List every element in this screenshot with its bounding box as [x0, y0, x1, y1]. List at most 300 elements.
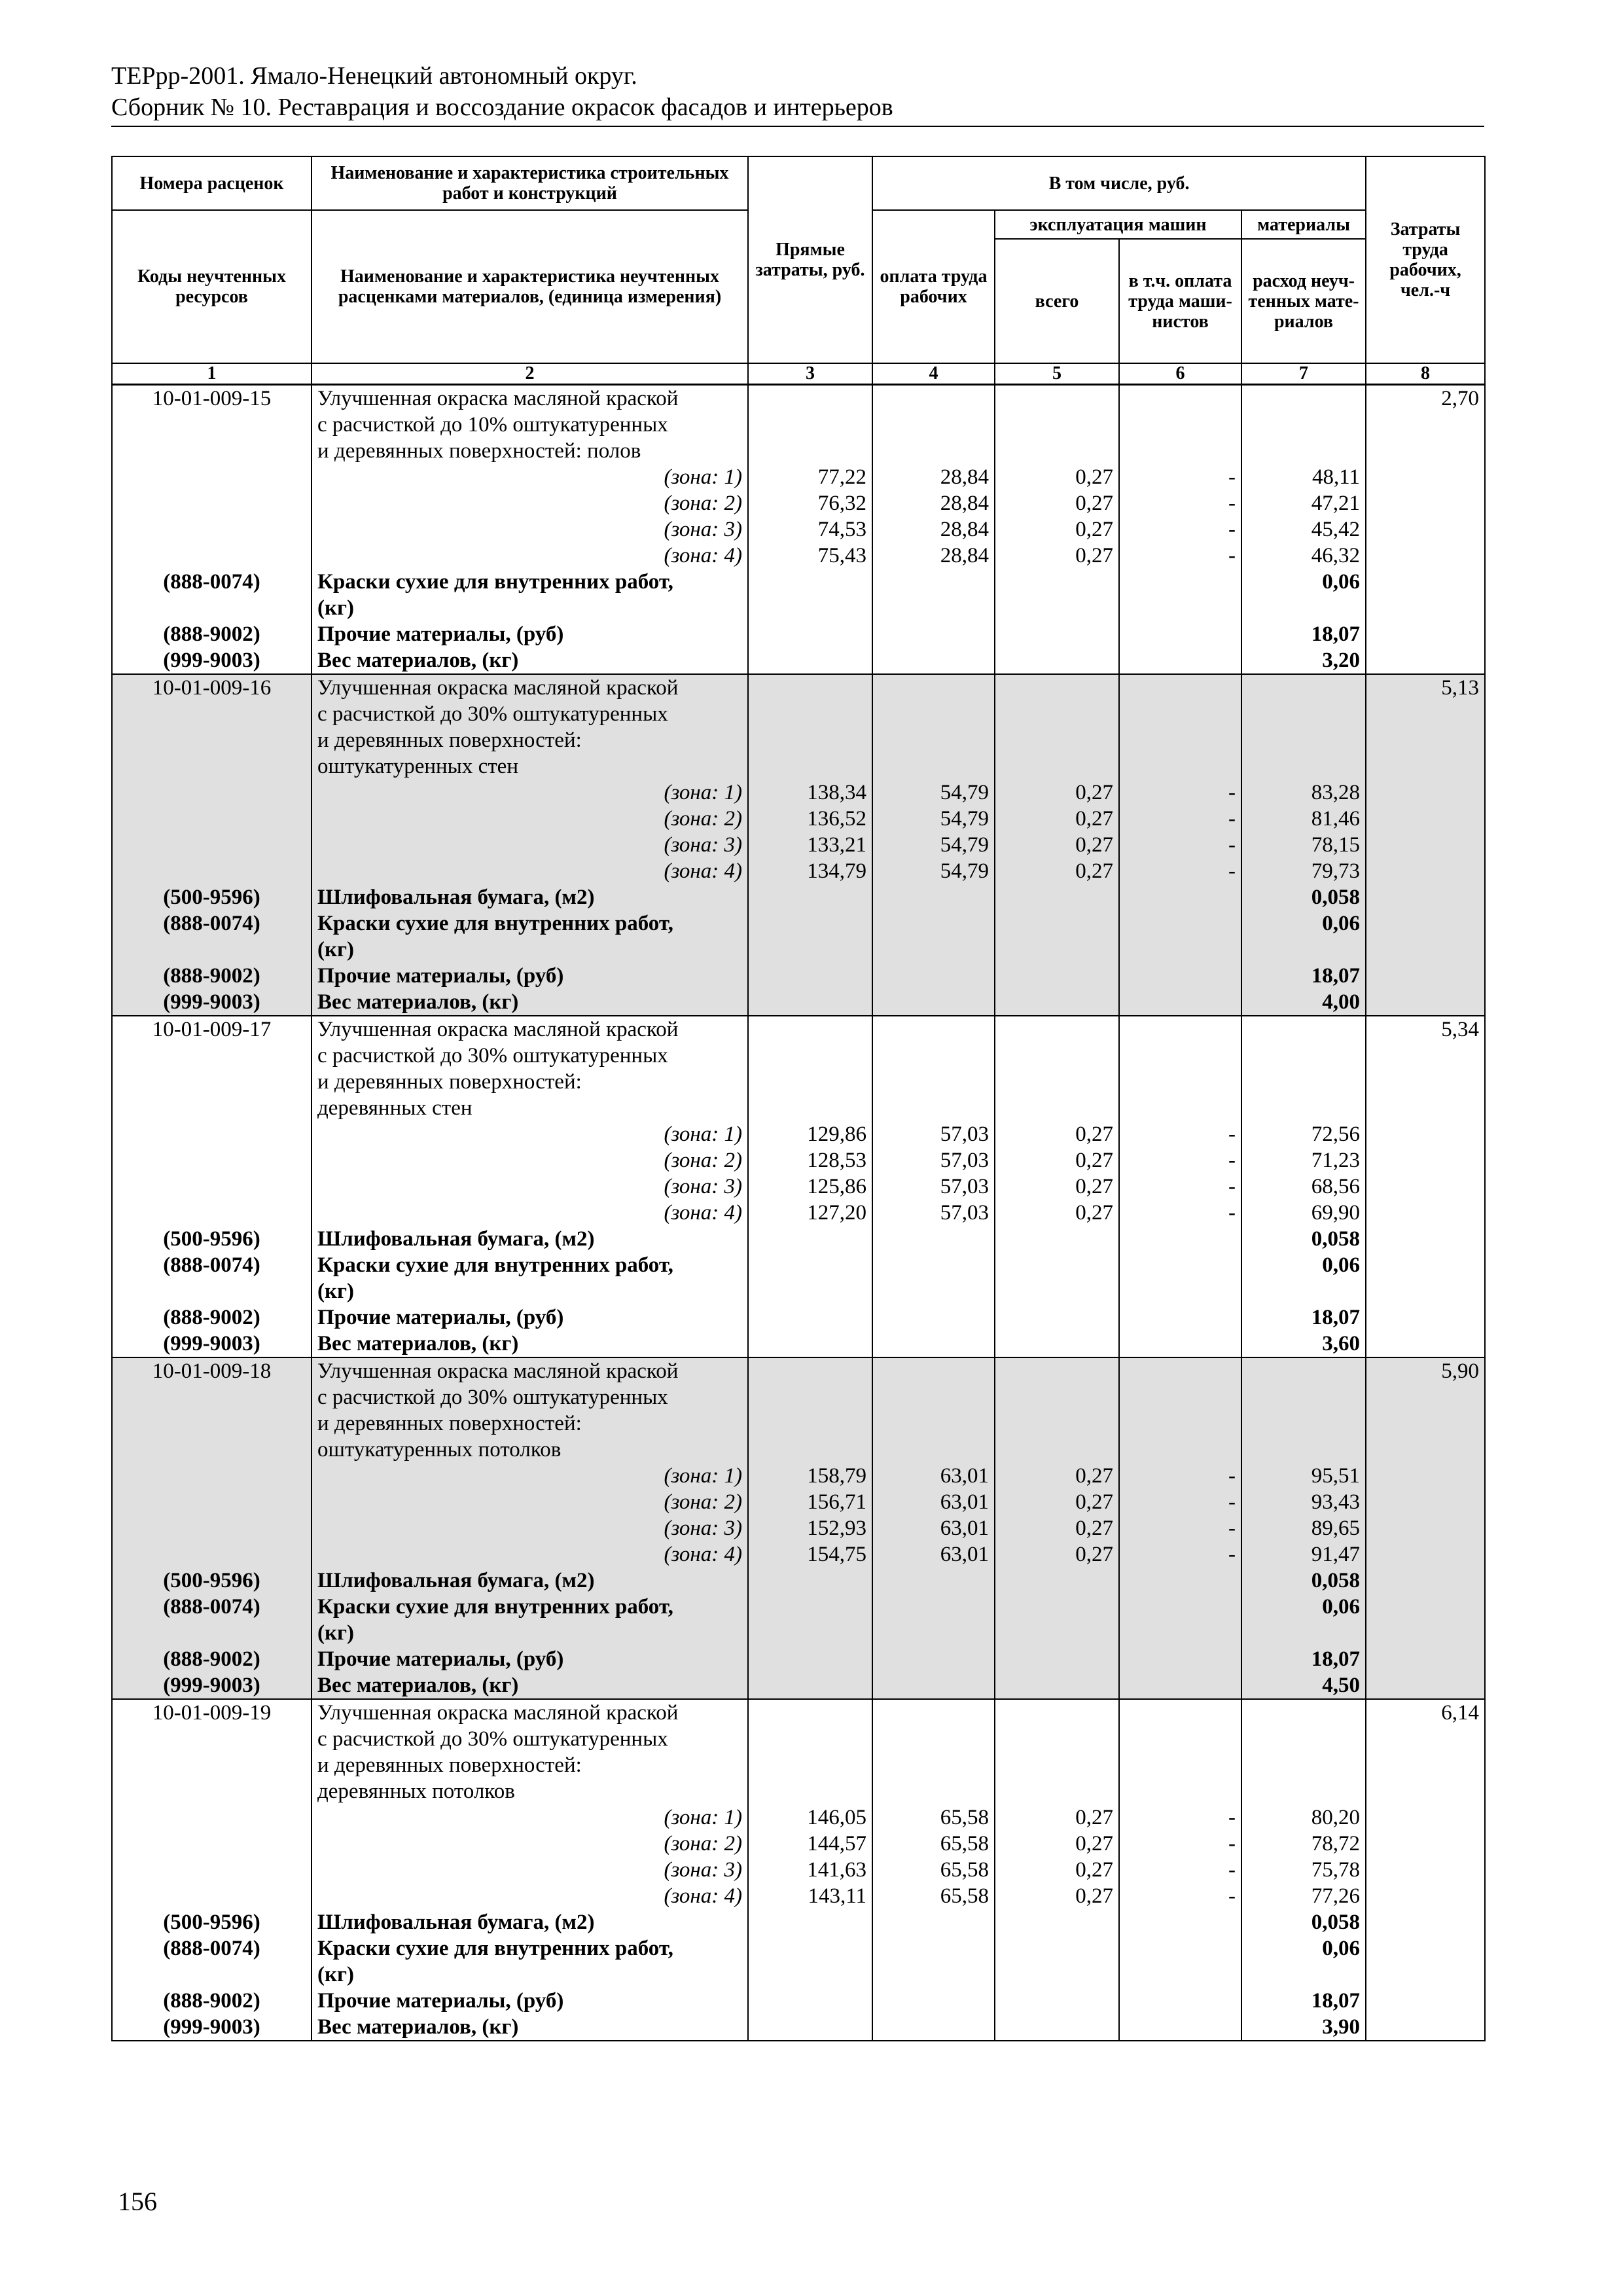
materials-cost: 46,32 [1241, 543, 1366, 569]
resource-row [112, 647, 1485, 674]
empty-cell [872, 1935, 995, 1962]
empty-cell [112, 543, 312, 569]
rate-title-line: с расчисткой до 30% оштукатуренных [312, 1384, 748, 1410]
direct-costs: 129,86 [748, 1121, 872, 1147]
empty-cell [1366, 1489, 1485, 1515]
empty-cell [872, 1095, 995, 1121]
empty-cell [995, 1935, 1119, 1962]
empty-cell [872, 701, 995, 727]
empty-cell [995, 1069, 1119, 1095]
resource-name: Шлифовальная бумага, (м2) [312, 1226, 748, 1252]
empty-cell [1119, 1962, 1241, 1988]
empty-cell [995, 1726, 1119, 1752]
rate-title-row [112, 1384, 1485, 1410]
empty-cell [748, 1594, 872, 1620]
rate-title-row [112, 1699, 1485, 1726]
header-rate-numbers: Номера расценок [112, 156, 312, 210]
rate-section [112, 1699, 1485, 2041]
zone-label: (зона: 1) [312, 780, 748, 806]
empty-cell [1119, 1304, 1241, 1331]
labor-costs [1366, 1437, 1485, 1463]
materials-cost: 75,78 [1241, 1857, 1366, 1883]
empty-cell [1241, 1962, 1366, 1988]
empty-cell [995, 1410, 1119, 1437]
empty-cell [1119, 1252, 1241, 1278]
materials-cost: 78,15 [1241, 832, 1366, 858]
labor-pay: 65,58 [872, 1804, 995, 1831]
labor-pay: 54,79 [872, 858, 995, 884]
resource-consumption: 0,058 [1241, 884, 1366, 910]
rate-title-line: с расчисткой до 30% оштукатуренных [312, 701, 748, 727]
resource-row [112, 1226, 1485, 1252]
empty-cell [995, 1278, 1119, 1304]
resource-unit: (кг) [312, 1278, 748, 1304]
zone-row [112, 832, 1485, 858]
rate-title-row [112, 1437, 1485, 1463]
rate-code [112, 438, 312, 464]
column-number: 1 [112, 363, 312, 385]
labor-pay: 54,79 [872, 806, 995, 832]
resource-row [112, 963, 1485, 989]
empty-cell [1366, 621, 1485, 647]
empty-cell [1119, 1568, 1241, 1594]
zone-label: (зона: 4) [312, 858, 748, 884]
empty-cell [872, 1726, 995, 1752]
empty-cell [872, 727, 995, 753]
resource-consumption: 18,07 [1241, 621, 1366, 647]
rate-code: 10-01-009-18 [112, 1357, 312, 1384]
zone-row [112, 780, 1485, 806]
empty-cell [995, 1988, 1119, 2014]
labor-pay: 28,84 [872, 516, 995, 543]
resource-unit: (кг) [312, 1962, 748, 1988]
empty-cell [748, 1384, 872, 1410]
resource-row [112, 989, 1485, 1016]
machinists-pay: - [1119, 780, 1241, 806]
labor-pay: 57,03 [872, 1121, 995, 1147]
machines-total: 0,27 [995, 1804, 1119, 1831]
resource-consumption: 0,058 [1241, 1568, 1366, 1594]
empty-cell [1119, 1095, 1241, 1121]
direct-costs: 74,53 [748, 516, 872, 543]
direct-costs: 75,43 [748, 543, 872, 569]
empty-cell [1119, 1646, 1241, 1672]
empty-cell [1119, 701, 1241, 727]
resource-name: Вес материалов, (кг) [312, 2014, 748, 2041]
machines-total: 0,27 [995, 832, 1119, 858]
rate-title-line: и деревянных поверхностей: [312, 1069, 748, 1095]
rate-code: 10-01-009-17 [112, 1016, 312, 1043]
empty-cell [995, 647, 1119, 674]
rate-title-line: оштукатуренных стен [312, 753, 748, 780]
zone-row [112, 516, 1485, 543]
empty-cell [872, 1962, 995, 1988]
rate-code [112, 1778, 312, 1804]
document-title: ТЕРрр-2001. Ямало-Ненецкий автономный округ. [111, 62, 637, 90]
empty-cell [1119, 438, 1241, 464]
empty-cell [872, 1988, 995, 2014]
rate-title-line: деревянных потолков [312, 1778, 748, 1804]
rate-title-row [112, 674, 1485, 701]
empty-cell [995, 937, 1119, 963]
empty-cell [1119, 1909, 1241, 1935]
resource-code: (999-9003) [112, 989, 312, 1016]
empty-cell [748, 385, 872, 412]
resource-row-continued [112, 595, 1485, 621]
empty-cell [872, 1410, 995, 1437]
rate-title-row [112, 1778, 1485, 1804]
empty-cell [112, 1620, 312, 1646]
resource-row [112, 1988, 1485, 2014]
empty-cell [1366, 1463, 1485, 1489]
machinists-pay: - [1119, 1121, 1241, 1147]
empty-cell [1119, 1726, 1241, 1752]
rate-code: 10-01-009-19 [112, 1699, 312, 1726]
resource-name: Краски сухие для внутренних работ, [312, 1935, 748, 1962]
empty-cell [872, 937, 995, 963]
rate-title-row [112, 1016, 1485, 1043]
empty-cell [1119, 595, 1241, 621]
empty-cell [1119, 1043, 1241, 1069]
empty-cell [748, 1620, 872, 1646]
empty-cell [1241, 1384, 1366, 1410]
zone-row [112, 490, 1485, 516]
empty-cell [872, 621, 995, 647]
resource-row [112, 1672, 1485, 1699]
rate-title-line: Улучшенная окраска масляной краской [312, 1699, 748, 1726]
labor-costs: 5,34 [1366, 1016, 1485, 1043]
materials-cost: 47,21 [1241, 490, 1366, 516]
zone-label: (зона: 1) [312, 1804, 748, 1831]
empty-cell [1366, 832, 1485, 858]
empty-cell [112, 1121, 312, 1147]
rate-code [112, 1437, 312, 1463]
empty-cell [1119, 1016, 1241, 1043]
resource-name: Краски сухие для внутренних работ, [312, 1594, 748, 1620]
empty-cell [112, 1489, 312, 1515]
empty-cell [995, 1095, 1119, 1121]
empty-cell [995, 569, 1119, 595]
resource-code: (999-9003) [112, 1672, 312, 1699]
resource-row [112, 1331, 1485, 1357]
machines-total: 0,27 [995, 464, 1119, 490]
empty-cell [1366, 647, 1485, 674]
zone-label: (зона: 1) [312, 1463, 748, 1489]
resource-code: (999-9003) [112, 647, 312, 674]
labor-pay: 28,84 [872, 464, 995, 490]
rate-title-row [112, 753, 1485, 780]
empty-cell [112, 1147, 312, 1174]
empty-cell [995, 1620, 1119, 1646]
zone-label: (зона: 3) [312, 1174, 748, 1200]
empty-cell [1119, 647, 1241, 674]
empty-cell [1241, 1357, 1366, 1384]
empty-cell [1119, 412, 1241, 438]
materials-cost: 69,90 [1241, 1200, 1366, 1226]
rate-title-line: и деревянных поверхностей: полов [312, 438, 748, 464]
resource-code: (500-9596) [112, 1909, 312, 1935]
machines-total: 0,27 [995, 1489, 1119, 1515]
empty-cell [1241, 1410, 1366, 1437]
empty-cell [1119, 1699, 1241, 1726]
empty-cell [872, 1016, 995, 1043]
machines-total: 0,27 [995, 543, 1119, 569]
labor-costs: 5,13 [1366, 674, 1485, 701]
resource-code: (888-0074) [112, 1252, 312, 1278]
resource-consumption: 4,00 [1241, 989, 1366, 1016]
resource-row [112, 910, 1485, 937]
empty-cell [995, 1778, 1119, 1804]
direct-costs: 134,79 [748, 858, 872, 884]
empty-cell [1119, 989, 1241, 1016]
machinists-pay: - [1119, 543, 1241, 569]
rate-title-row [112, 412, 1485, 438]
resource-row [112, 2014, 1485, 2041]
rate-title-line: с расчисткой до 30% оштукатуренных [312, 1043, 748, 1069]
empty-cell [112, 1174, 312, 1200]
labor-costs [1366, 753, 1485, 780]
empty-cell [112, 1515, 312, 1541]
empty-cell [995, 1646, 1119, 1672]
empty-cell [748, 595, 872, 621]
resource-consumption: 0,06 [1241, 910, 1366, 937]
empty-cell [1366, 1278, 1485, 1304]
labor-pay: 57,03 [872, 1147, 995, 1174]
empty-cell [1366, 1147, 1485, 1174]
rate-title-line: и деревянных поверхностей: [312, 1752, 748, 1778]
resource-consumption: 3,90 [1241, 2014, 1366, 2041]
empty-cell [748, 674, 872, 701]
labor-pay: 65,58 [872, 1831, 995, 1857]
machinists-pay: - [1119, 1541, 1241, 1568]
empty-cell [872, 1357, 995, 1384]
empty-cell [995, 1568, 1119, 1594]
empty-cell [1241, 753, 1366, 780]
empty-cell [872, 1778, 995, 1804]
empty-cell [1241, 1278, 1366, 1304]
empty-cell [112, 595, 312, 621]
zone-row [112, 543, 1485, 569]
resource-name: Вес материалов, (кг) [312, 989, 748, 1016]
zone-label: (зона: 4) [312, 543, 748, 569]
header-materials: материалы [1241, 210, 1366, 239]
empty-cell [112, 1541, 312, 1568]
direct-costs: 127,20 [748, 1200, 872, 1226]
rate-code [112, 1069, 312, 1095]
resource-name: Шлифовальная бумага, (м2) [312, 1909, 748, 1935]
rate-section [112, 1357, 1485, 1699]
labor-costs [1366, 1410, 1485, 1437]
zone-row [112, 1174, 1485, 1200]
empty-cell [748, 412, 872, 438]
zone-label: (зона: 4) [312, 1200, 748, 1226]
rate-title-line: Улучшенная окраска масляной краской [312, 1357, 748, 1384]
empty-cell [1241, 701, 1366, 727]
empty-cell [1366, 1200, 1485, 1226]
direct-costs: 76,32 [748, 490, 872, 516]
empty-cell [748, 438, 872, 464]
machinists-pay: - [1119, 1515, 1241, 1541]
empty-cell [1241, 385, 1366, 412]
empty-cell [748, 1304, 872, 1331]
column-number: 6 [1119, 363, 1241, 385]
labor-pay: 65,58 [872, 1857, 995, 1883]
rate-title-row [112, 438, 1485, 464]
header-work-name: Наименование и характеристика строительных работ и конструкций [312, 156, 748, 210]
empty-cell [872, 1672, 995, 1699]
empty-cell [995, 1437, 1119, 1463]
resource-code: (888-9002) [112, 1646, 312, 1672]
collection-title: Сборник № 10. Реставрация и воссоздание окрасок фасадов и интерьеров [111, 94, 893, 121]
empty-cell [1119, 1357, 1241, 1384]
empty-cell [1366, 780, 1485, 806]
empty-cell [748, 1962, 872, 1988]
resource-code: (888-0074) [112, 1935, 312, 1962]
empty-cell [1119, 910, 1241, 937]
empty-cell [1241, 595, 1366, 621]
zone-row [112, 464, 1485, 490]
empty-cell [872, 1646, 995, 1672]
empty-cell [748, 884, 872, 910]
empty-cell [872, 1043, 995, 1069]
resource-code: (888-0074) [112, 569, 312, 595]
empty-cell [1366, 464, 1485, 490]
rate-code [112, 412, 312, 438]
resource-consumption: 0,06 [1241, 1594, 1366, 1620]
empty-cell [872, 989, 995, 1016]
labor-costs: 6,14 [1366, 1699, 1485, 1726]
zone-label: (зона: 3) [312, 832, 748, 858]
empty-cell [1366, 910, 1485, 937]
rate-title-row [112, 701, 1485, 727]
empty-cell [1366, 1174, 1485, 1200]
empty-cell [872, 1568, 995, 1594]
labor-pay: 63,01 [872, 1515, 995, 1541]
resource-row [112, 1594, 1485, 1620]
resource-name: Краски сухие для внутренних работ, [312, 910, 748, 937]
resource-consumption: 0,058 [1241, 1909, 1366, 1935]
resource-consumption: 4,50 [1241, 1672, 1366, 1699]
empty-cell [748, 1226, 872, 1252]
materials-cost: 83,28 [1241, 780, 1366, 806]
labor-pay: 63,01 [872, 1463, 995, 1489]
rate-title-row [112, 385, 1485, 412]
rate-code [112, 1043, 312, 1069]
materials-cost: 45,42 [1241, 516, 1366, 543]
resource-row [112, 1909, 1485, 1935]
document-header [111, 60, 1484, 127]
column-number: 5 [995, 363, 1119, 385]
zone-label: (зона: 2) [312, 1831, 748, 1857]
rate-code: 10-01-009-15 [112, 385, 312, 412]
rate-code [112, 1095, 312, 1121]
rate-section [112, 1016, 1485, 1357]
machines-total: 0,27 [995, 1463, 1119, 1489]
resource-consumption: 0,058 [1241, 1226, 1366, 1252]
empty-cell [995, 1699, 1119, 1726]
empty-cell [1119, 1278, 1241, 1304]
empty-cell [112, 937, 312, 963]
labor-costs [1366, 1069, 1485, 1095]
empty-cell [1366, 569, 1485, 595]
empty-cell [748, 910, 872, 937]
empty-cell [748, 1646, 872, 1672]
empty-cell [1119, 937, 1241, 963]
machinists-pay: - [1119, 1147, 1241, 1174]
empty-cell [872, 1069, 995, 1095]
empty-cell [995, 1384, 1119, 1410]
machines-total: 0,27 [995, 1515, 1119, 1541]
labor-pay: 65,58 [872, 1883, 995, 1909]
empty-cell [1119, 1437, 1241, 1463]
resource-code: (500-9596) [112, 884, 312, 910]
direct-costs: 143,11 [748, 1883, 872, 1909]
empty-cell [995, 963, 1119, 989]
rate-code [112, 1384, 312, 1410]
rate-title-line: Улучшенная окраска масляной краской [312, 385, 748, 412]
resource-code: (500-9596) [112, 1568, 312, 1594]
empty-cell [872, 1752, 995, 1778]
resource-code: (888-0074) [112, 1594, 312, 1620]
rate-title-row [112, 1069, 1485, 1095]
empty-cell [872, 1909, 995, 1935]
empty-cell [1241, 674, 1366, 701]
direct-costs: 144,57 [748, 1831, 872, 1857]
empty-cell [1119, 753, 1241, 780]
empty-cell [1241, 1778, 1366, 1804]
rate-section [112, 674, 1485, 1016]
rates-table [111, 156, 1486, 2041]
empty-cell [995, 727, 1119, 753]
empty-cell [748, 1357, 872, 1384]
machinists-pay: - [1119, 490, 1241, 516]
empty-cell [872, 1437, 995, 1463]
labor-costs [1366, 1384, 1485, 1410]
machinists-pay: - [1119, 516, 1241, 543]
materials-cost: 78,72 [1241, 1831, 1366, 1857]
labor-costs [1366, 1752, 1485, 1778]
zone-row [112, 1515, 1485, 1541]
empty-cell [112, 806, 312, 832]
machinists-pay: - [1119, 858, 1241, 884]
rate-title-line: деревянных стен [312, 1095, 748, 1121]
empty-cell [1119, 1226, 1241, 1252]
empty-cell [748, 1988, 872, 2014]
zone-label: (зона: 3) [312, 1515, 748, 1541]
labor-costs [1366, 1726, 1485, 1752]
empty-cell [1119, 1672, 1241, 1699]
resource-unit: (кг) [312, 1620, 748, 1646]
empty-cell [1366, 1672, 1485, 1699]
rate-title-line: и деревянных поверхностей: [312, 727, 748, 753]
zone-row [112, 1463, 1485, 1489]
header-resource-codes: Коды неучтенных ресурсов [112, 210, 312, 363]
header-machinists-pay: в т.ч. оплата труда маши-нистов [1119, 239, 1241, 363]
empty-cell [872, 1699, 995, 1726]
empty-cell [995, 1304, 1119, 1331]
resource-row [112, 884, 1485, 910]
labor-pay: 63,01 [872, 1489, 995, 1515]
table-header [112, 156, 1485, 385]
empty-cell [995, 753, 1119, 780]
rate-section [112, 385, 1485, 675]
empty-cell [748, 1778, 872, 1804]
zone-row [112, 1883, 1485, 1909]
empty-cell [748, 1016, 872, 1043]
empty-cell [1366, 1831, 1485, 1857]
empty-cell [1366, 1568, 1485, 1594]
materials-cost: 95,51 [1241, 1463, 1366, 1489]
